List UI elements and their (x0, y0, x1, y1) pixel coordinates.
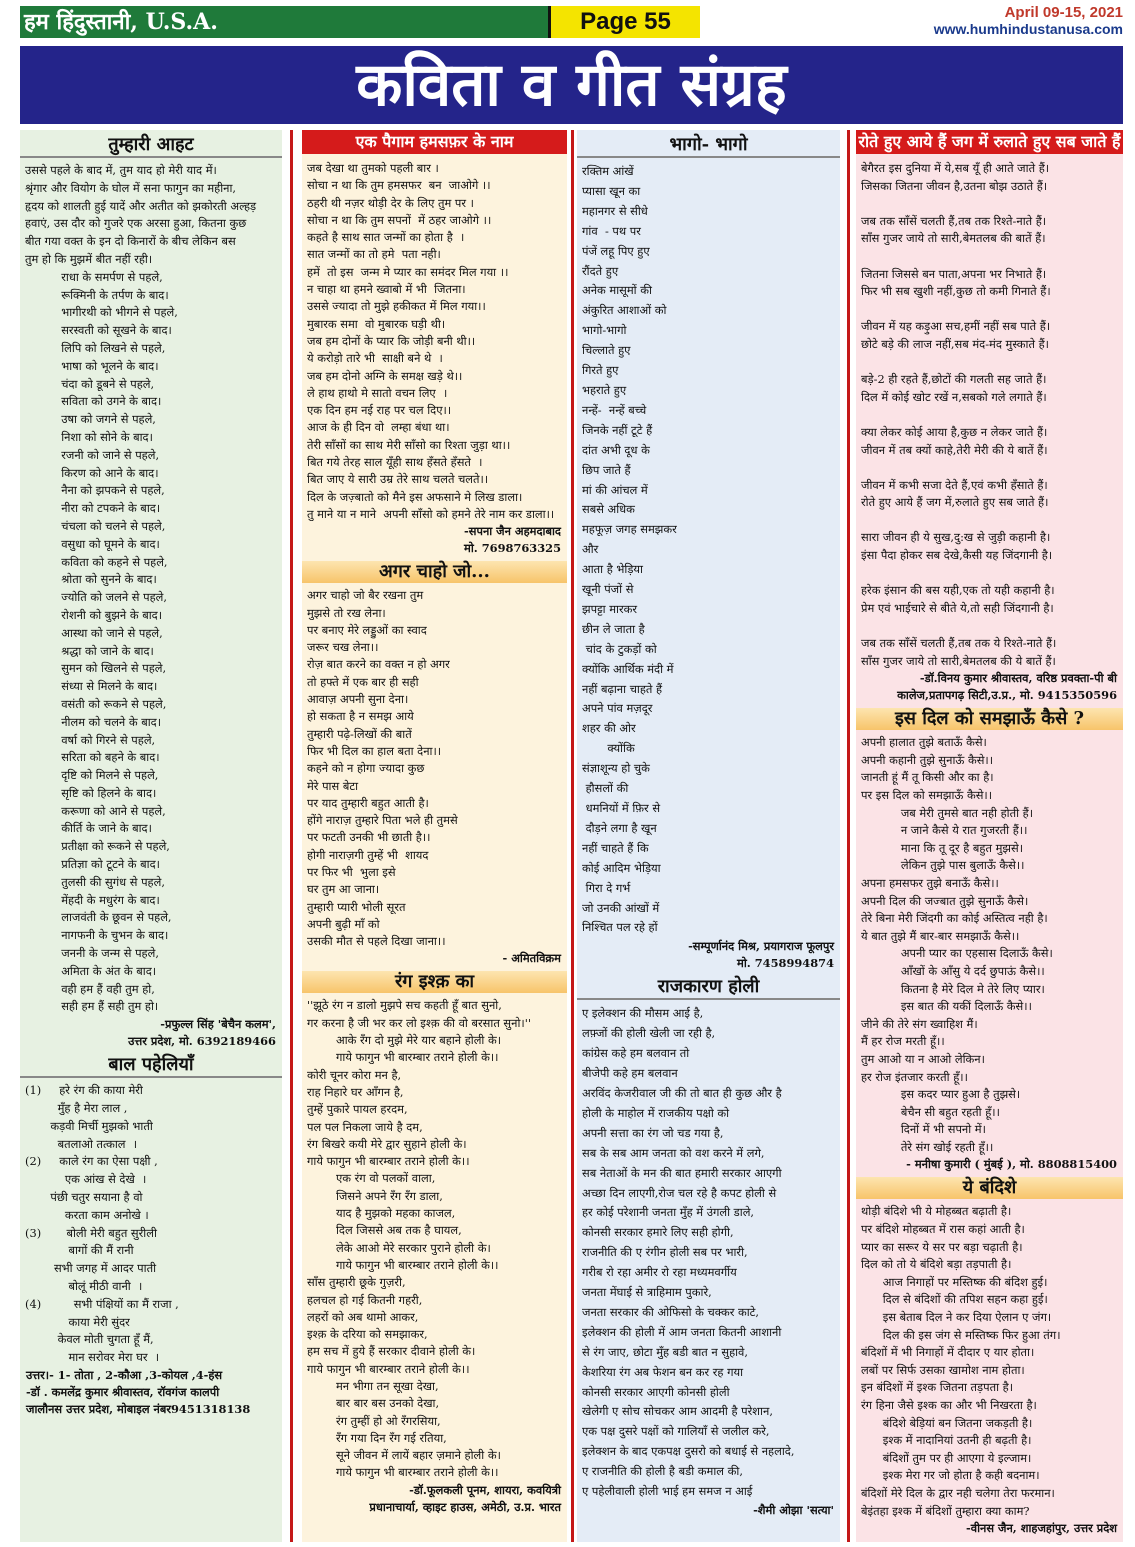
poem-text: ए इलेक्शन की मौसम आई है, लफ़्जों की होली खेली जा रही है, कांग्रेस कहे हम बलवान तो बीजेपी कहे हम बलवान अरविंद केजरीवाल जी की तो बात ही कुछ और है होली के माहोल में राजकीय पक्षो को अपनी सत्ता का रंग जो चड गया है, सब के सब आम जनता को वश करने में लगे, सब नेताओं के मन की बात हमारी सरकार आएगी अच्छा दिन लाएगी,रोज चल रहे है कपट होली से हर कोई परेशानी जनता मुँह में उंगली डाले, कोनसी सरकार हमारे लिए सही होगी, राजनीति की ए रंगीन होली सब पर भारी, गरीब रो रहा अमीर रो रहा मध्यमवर्गीय जनता मेंघाई से त्राहिमाम पुकारे, जनता सरकार की ओफिसो के चक्कर काटे, इलेक्शन की होली में आम जनता कितनी आशानी से रंग जाए, छोटा मुँह बडी बात न सुहावे, केशरिया रंग अब फेशन बन कर रह गया कोनसी सरकार आएगी कोनसी होली खेलेगी ए सोच सोचकर आम आदमी है परेशान, एक पक्ष दुसरे पक्षों को गालियाँ से जलील करे, इलेक्शन के बाद एकपक्ष दुसरो को बधाई से नहलादे, ए राजनीति की होली है बडी कमाल की, ए पहेलीवाली होली भाई हम समज न आई (582, 1006, 795, 1499)
page-number: Page 55 (548, 6, 700, 38)
poem-title: रंग इश्क़ का (302, 971, 567, 993)
riddle-answers: उत्तर।- 1- तोता , 2-कौआ ,3-कोयल ,4-हंस (26, 1368, 223, 1382)
poem-title: भागो- भागो (577, 134, 840, 158)
poem-author: -शैमी ओझा 'सत्या' (753, 1503, 834, 1517)
poem-text: बेगैरत इस दुनिया में ये,सब यूँ ही आते जाते हैं। जिसका जितना जीवन है,उतना बोझ उठाते हैं। जब तक साँसें चलती हैं,तब तक रिश्ते-नाते हैं। साँस गुजर जाये तो सारी,बेमतलब की बातें हैं। जितना जिससे बन पाता,अपना भर निभाते हैं। फिर भी सब खुशी नहीं,कुछ तो कमी गिनाते हैं। जीवन में यह कड़ुआ सच,हमीं नहीं सब पाते हैं। छोटे बड़े की लाज नहीं,सब मंद-मंद मुस्काते हैं। बड़े-2 ही रहते हैं,छोटों की गलती सह जाते हैं। दिल में कोई खोट रखें न,सबको गले लगाते हैं। क्या लेकर कोई आया है,कुछ न लेकर जाते हैं। जीवन में तब क्यों काहे,तेरी मेरी की ये बातें हैं। जीवन में कभी सजा देते हैं,एवं कभी हँसाते हैं। रोते हुए आये हैं जग में,रुलाते हुए सब जाते हैं। सारा जीवन ही ये सुख,दु:ख से जुड़ी कहानी है। इंसा पैदा होकर सब देखे,कैसी यह जिंदगानी है। हरेक इंसान की बस यही,एक तो यही कहानी है। प्रेम एवं भाईचारे से बीते ये,तो सही जिंदगानी है। जब तक साँसें चलती हैं,तब तक ये रिश्ते-नाते हैं। साँस गुजर जाये तो सारी,बेमतलब की ये बातें हैं। (861, 161, 1057, 668)
poem-author: -प्रफुल्ल सिंह 'बेचैन कलम', उत्तर प्रदेश, मो. 6392189466 (128, 1017, 276, 1049)
poem-author: - अमितविक्रम (502, 951, 561, 966)
poem-text: अगर चाहो जो बैर रखना तुम मुझसे तो रख लेना। पर बनाए मेरे लड्डुओं का स्वाद जरूर चख लेना।। रोज़ बात करने का वक्त न हो अगर तो हफ्ते में एक बार ही सही आवाज़ अपनी सुना देना। हो सकता है न समझ आये तुम्हारी पढ़े-लिखों की बातें फिर भी दिल का हाल बता देना।। कहने को न होगा ज्यादा कुछ मेरे पास बेटा पर याद तुम्हारी बहुत आती है। होंगे नाराज़ तुम्हारे पिता भले ही तुमसे पर फटती उनकी भी छाती है।। होगी नाराज़गी तुम्हें भी शायद पर फिर भी भुला इसे घर तुम आ जाना। तुम्हारी प्यारी भोली सूरत अपनी बुढ़ी माँ को उसकी मौत से पहले दिखा जाना।। (307, 588, 458, 949)
poem-text: अपनी हालात तुझे बताऊँ कैसे। अपनी कहानी तुझे सुनाऊँ कैसे।। जानती हूं मैं तू किसी और का है। पर इस दिल को समझाऊँ कैसे।। जब मेरी तुमसे बात नही होती हैं। न जाने कैसे ये रात गुजरती हैं।। माना कि तू दूर है बहुत मुझसे। लेकिन तुझे पास बुलाऊँ कैसे।। अपना हमसफर तुझे बनाऊँ कैसे।। अपनी दिल की जज्बात तुझे सुनाऊँ कैसे। तेरे बिना मेरी जिंदगी का कोई अस्तित्व नही है। ये बात तुझे मैं बार-बार समझाऊँ कैसे।। अपनी प्यार का एहसास दिलाऊँ कैसे। आँखों के आँसु ये दर्द छुपाऊं कैसे।। कितना है मेरे दिल मे तेरे लिए प्यार। इस बात की यकीं दिलाऊँ कैसे।। जीने की तेरे संग ख्वाहिश मैं। मैं हर रोज मरती हूँ।। तुम आओ या न आओ लेकिन। हर रोज इंतजार करती हूँ।। इस कदर प्यार हुआ है तुझसे। बेचैन सी बहुत रहती हूँ।। दिनों में भी सपनो में। तेरे संग खोई रहती हूँ।। (861, 735, 1053, 1154)
poem-title: तुम्हारी आहट (20, 134, 282, 158)
column-4 (856, 130, 1123, 1542)
poem-title: बाल पहेलियाँ (20, 1054, 282, 1078)
poem-title: एक पैगाम हमसफ़र के नाम (302, 130, 567, 154)
poem-author: -सपना जैन अहमदाबाद मो. 7698763325 (464, 524, 561, 556)
poem-text: थोड़ी बंदिशे भी ये मोहब्बत बढ़ाती है। पर बंदिशे मोहब्बत में रास कहां आती है। प्यार का सरूर ये सर पर बड़ा चढ़ाती है। दिल को तो ये बंदिशे बड़ा तड़पाती है। आज निगाहों पर मस्तिष्क की बंदिश हुई। दिल से बंदिशों की तपिश सहन कहा हुई। इस बेताब दिल ने कर दिया ऐलान ए जंग। दिल की इस जंग से मस्तिष्क फिर हुआ तंग। बंदिशों में भी निगाहों में दीदार ए यार होता। लबों पर सिर्फ उसका खामोश नाम होता। इन बंदिशों में इश्क जितना तड़पता है। रंग हिना जैसे इश्क का और भी निखरता है। बंदिशे बेड़ियां बन जितना जकड़ती है। इश्क में नादानियां उतनी ही बढ़ती है। बंदिशों तुम पर ही आएगा ये इल्जाम। इश्क मेरा गर जो होता है कही बदनाम। बंदिशों मेरे दिल के द्वार नही चलेगा तेरा फरमान। बेइंतहा इश्क में बंदिशों तुम्हारा क्या काम? (861, 1204, 1061, 1518)
poem-author: - मनीषा कुमारी ( मुंबई ), मो. 8808815400 (906, 1157, 1117, 1172)
poem-title: अगर चाहो जो... (302, 561, 567, 583)
column-divider (571, 130, 574, 1542)
column-divider (290, 130, 293, 1542)
poem-text: रक्तिम आंखें प्यासा खून का महानगर से सीधे गांव - पथ पर पंजें लहू पिए हुए रौंदते हुए अनेक मासूमों की अंकुरित आशाओं को भागो-भागो चिल्लाते हुए गिरते हुए भहराते हुए नन्हें- नन्हें बच्चे जिनके नहीं टूटे हैं दांत अभी दूध के छिप जाते हैं मां की आंचल में सबसे अधिक महफूज़ जगह समझकर और आता है भेड़िया खूनी पंजों से झपट्टा मारकर छीन ले जाता है चांद के टुकड़ों को क्योंकि आर्थिक मंदी में नहीं बढ़ाना चाहते हैं अपने पांव मज़दूर शहर की ओर क्योंकि संज्ञाशून्य हो चुके हौसलों की धमनियों में फ़िर से दौड़ने लगा है खून नहीं चाहते हैं कि कोई आदिम भेड़िया गिरा दे गर्भ जो उनकी आंखों में निश्चित पल रहे हों (582, 164, 677, 935)
website-link[interactable]: www.humhindustanusa.com (933, 21, 1123, 37)
page-header (0, 0, 1135, 44)
column-divider (847, 130, 850, 1542)
header-info (905, 4, 1123, 38)
poem-title: रोते हुए आये हैं जग में रुलाते हुए सब जाते हैं (856, 130, 1123, 154)
section-banner: कविता व गीत संग्रह (20, 46, 1123, 124)
column-3 (577, 130, 840, 1542)
poem-author: -वीनस जैन, शाहजहांपुर, उत्तर प्रदेश (966, 1521, 1117, 1536)
poem-author: -सम्पूर्णानंद मिश्र, प्रयागराज फूलपुर मो. 7458994874 (688, 939, 834, 971)
poem-title: इस दिल को समझाऊँ कैसे ? (856, 708, 1123, 730)
poem-author: -डॉ . कमलेंद्र कुमार श्रीवास्तव, रॉवगंज कालपी जालौनस उत्तर प्रदेश, मोबाइल नंबर9451318138 (26, 1385, 251, 1416)
column-1 (20, 130, 282, 1542)
poem-text: ''झूठे रंग न डालो मुझपे सच कहती हूँ बात सुनो, गर करना है जी भर कर लो इश्क़ की वो बरसात सुनो।'' आके रँग दो मुझे मेरे यार बहाने होली के। गाये फागुन भी बारम्बार तराने होली के।। कोरी चूनर कोरा मन है, राह निहारे घर आँगन है, तुम्हें पुकारे पायल हरदम, पल पल निकला जाये है दम, रंग बिखरे कयी मेरे द्वार सुहाने होली के। गाये फागुन भी बारम्बार तराने होली के।। एक रंग वो पलकों वाला, जिसने अपने रँग रँग डाला, याद है मुझको महका काजल, दिल जिससे अब तक है घायल, लेके आओ मेरे सरकार पुराने होली के। गाये फागुन भी बारम्बार तराने होली के।। साँस तुम्हारी छूके गुज़री, हलचल हो गई कितनी गहरी, लहरों को अब थामो आकर, इश्क़ के दरिया को समझाकर, हम सच में हुये हैं सरकार दीवाने होली के। गाये फागुन भी बारम्बार तराने होली के।। मन भीगा तन सूखा देखा, बार बार बस उनको देखा, रंग तुम्हीं हो ओ रँगरसिया, रँग गया दिन रँग गई रतिया, सूने जीवन में लायें बहार ज़माने होली के। गाये फागुन भी बारम्बार तराने होली के।। (307, 998, 531, 1480)
poem-text: (1) हरे रंग की काया मेरी मुँह है मेरा लाल , कड़वी मिर्ची मुझको भाती बतलाओ तत्काल । (2) काले रंग का ऐसा पक्षी , एक आंख से देखे । पंछी चतुर सयाना है वो करता काम अनोखे । (3) बोली मेरी बहुत सुरीली बागों की मैं रानी सभी जगह में आदर पाती बोलूं मीठी वानी । (4) सभी पंक्षियों का मैं राजा , काया मेरी सुंदर केवल मोती चुगता हूँ मैं, मान सरोवर मेरा घर । (25, 1083, 179, 1365)
column-2 (302, 130, 567, 1542)
poem-author: -डॉ.फूलकली पूनम, शायरा, कवयित्री प्रधानाचार्या, व्हाइट हाउस, अमेठी, उ.प्र. भारत (369, 1482, 561, 1514)
poem-author: -डॉ.विनय कुमार श्रीवास्तव, वरिष्ठ प्रवक्ता-पी बी कालेज,प्रतापगढ़ सिटी,उ.प्र., मो. 9415350596 (897, 671, 1117, 703)
poem-text: जब देखा था तुमको पहली बार । सोचा न था कि तुम हमसफर बन जाओगे ।। ठहरी थी नज़र थोड़ी देर के लिए तुम पर । सोचा न था कि तुम सपनों में ठहर जाओगे ।। कहते है साथ सात जन्मों का होता है । सात जन्मों का तो हमे पता नही। हमें तो इस जन्म मे प्यार का समंदर मिल गया ।। न चाहा था हमने ख्वाबो में भी जितना। उससे ज्यादा तो मुझे हकीकत में मिल गया।। मुबारक समा वो मुबारक घड़ी थी। जब हम दोनों के प्यार कि जोड़ी बनी थी।। ये करोड़ो तारे भी साक्षी बने थे । जब हम दोनो अग्नि के समक्ष खड़े थे।। ले हाथ हाथो मे सातो वचन लिए । एक दिन हम नई राह पर चल दिए।। आज के ही दिन वो लम्हा बंधा था। तेरी साँसों का साथ मेरी साँसो का रिश्ता जुड़ा था।। बित गये तेरह साल यूँही साथ हँसते हँसते । बित जाए ये सारी उम्र तेरे साथ चलते चलते।। दिल के जज़्बातो को मैने इस अफसाने मे लिख डाला। तु माने या न माने अपनी साँसो को हमने तेरे नाम कर डाला।। (307, 161, 555, 521)
poem-title: ये बंदिशे (856, 1177, 1123, 1199)
poem-text: उससे पहले के बाद में, तुम याद हो मेरी याद में। श्रृंगार और वियोग के घोल में सना फागुन का महीना, हृदय को शालती हुई यादें और अतीत को झकोरती अल्हड़ हवाएं, उस दौर को गुजरे एक अरसा हुआ, कितना कुछ बीत गया वक्त के इन दो किनारों के बीच लेकिन बस तुम हो कि मुझमें बीत नहीं रही। राधा के समर्पण से पहले, रूक्मिनी के तर्पण के बाद। भागीरथी को भीगने से पहले, सरस्वती को सूखने के बाद। लिपि को लिखने से पहले, भाषा को भूलने के बाद। चंदा को डूबने से पहले, सविता को उगने के बाद। उषा को जगने से पहले, निशा को सोने के बाद। रजनी को जाने से पहले, किरण को आने के बाद। नैना को झपकने से पहले, नीरा को टपकने के बाद। चंचला को चलने से पहले, वसुधा को घूमने के बाद। कविता को कहने से पहले, श्रोता को सुनने के बाद। ज्योति को जलने से पहले, रोशनी को बुझने के बाद। आस्था को जाने से पहले, श्रद्धा को जाने के बाद। सुमन को खिलने से पहले, संध्या से मिलने के बाद। वसंती को रूकने से पहले, नीलम को चलने के बाद। वर्षा को गिरने से पहले, सरिता को बहने के बाद। दृष्टि को मिलने से पहले, सृष्टि को हिलने के बाद। करूणा को आने से पहले, कीर्ति के जाने के बाद। प्रतीक्षा को रूकने से पहले, प्रतिज्ञा को टूटने के बाद। तुलसी की सुगंध से पहले, मेंहदी के मधुरंग के बाद। लाजवंती के छूवन से पहले, नागफनी के चुभन के बाद। जननी के जन्म से पहले, अमिता के अंत के बाद। वही हम हैं वही तुम हो, सही हम हैं सही तुम हो। (25, 163, 257, 1014)
issue-date: April 09-15, 2021 (1004, 4, 1123, 21)
poem-title: राजकारण होली (577, 976, 840, 1000)
masthead: हम हिंदुस्तानी, U.S.A. (20, 6, 568, 38)
